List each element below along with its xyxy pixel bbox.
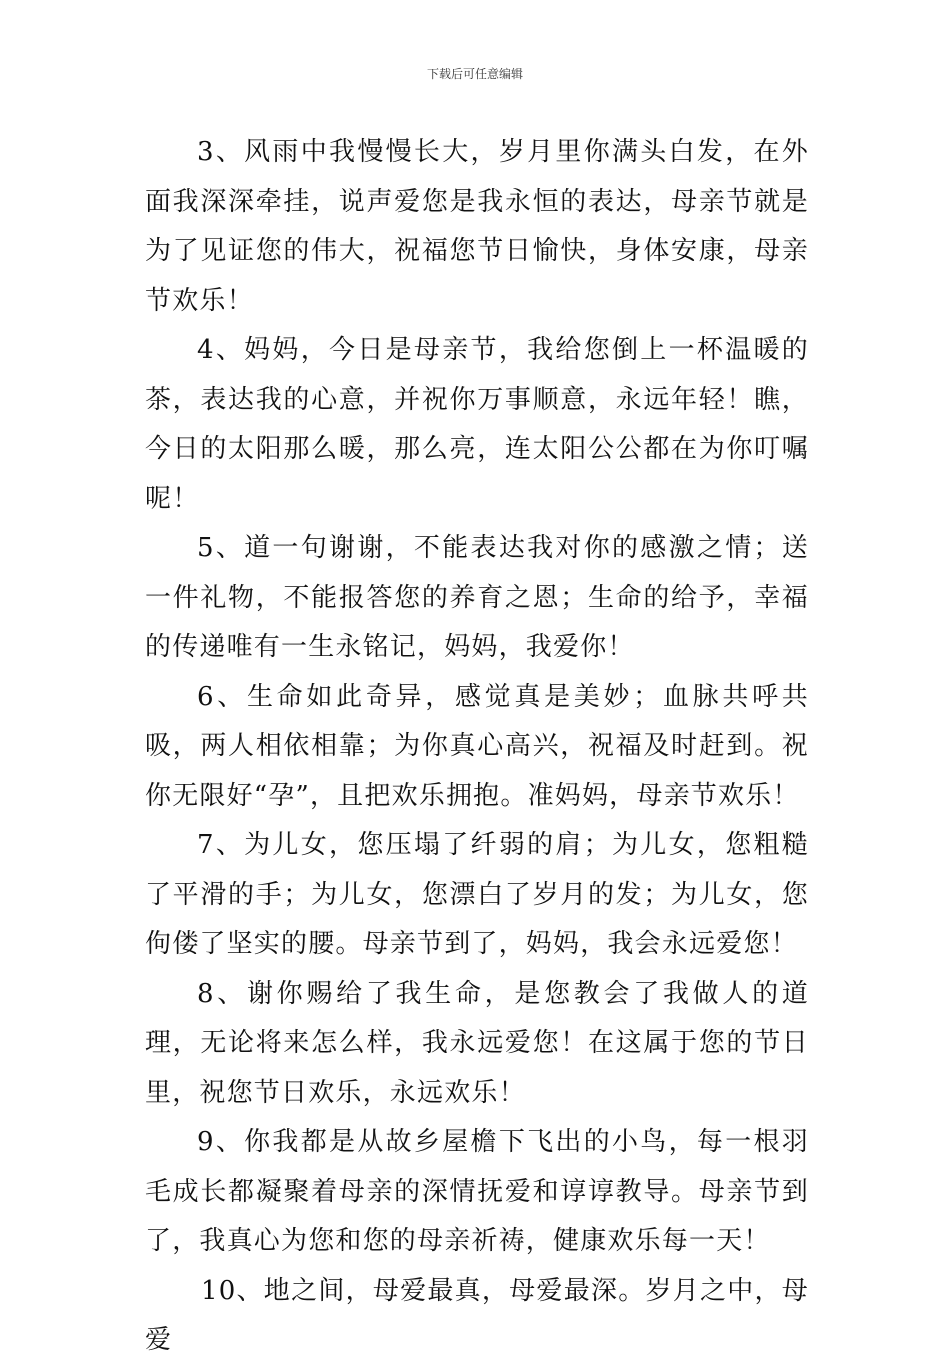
document-body (145, 128, 809, 1366)
paragraph-6: 6、生命如此奇异，感觉真是美妙；血脉共呼共吸，两人相依相靠；为你真心高兴，祝福及时赶到。祝你无限好“孕”，且把欢乐拥抱。准妈妈，母亲节欢乐！ (145, 681, 809, 811)
paragraph-4: 4、妈妈，今日是母亲节，我给您倒上一杯温暖的茶，表达我的心意，并祝你万事顺意，永远年轻！瞧，今日的太阳那么暖，那么亮，连太阳公公都在为你叮嘱呢！ (145, 335, 809, 514)
page-header-note: 下载后可任意编辑 (426, 67, 523, 81)
paragraph-3: 3、风雨中我慢慢长大，岁月里你满头白发，在外面我深深牵挂，说声爱您是我永恒的表达，母亲节就是为了见证您的伟大，祝福您节日愉快，身体安康，母亲节欢乐！ (145, 137, 809, 316)
paragraph-5: 5、道一句谢谢，不能表达我对你的感激之情；送一件礼物，不能报答您的养育之恩；生命的给予，幸福的传递唯有一生永铭记，妈妈，我爱你！ (145, 533, 809, 662)
paragraph-9: 9、你我都是从故乡屋檐下飞出的小鸟，每一根羽毛成长都凝聚着母亲的深情抚爱和谆谆教导。母亲节到了，我真心为您和您的母亲祈祷，健康欢乐每一天！ (145, 1127, 809, 1256)
paragraph-10: 10、地之间，母爱最真，母爱最深。岁月之中，母爱 (145, 1275, 809, 1355)
paragraph-8: 8、谢你赐给了我生命，是您教会了我做人的道理，无论将来怎么样，我永远爱您！在这属于您的节日里，祝您节日欢乐，永远欢乐！ (145, 978, 809, 1108)
paragraph-7: 7、为儿女，您压塌了纤弱的肩；为儿女，您粗糙了平滑的手；为儿女，您漂白了岁月的发；为儿女，您佝偻了坚实的腰。母亲节到了，妈妈，我会永远爱您！ (145, 830, 809, 959)
